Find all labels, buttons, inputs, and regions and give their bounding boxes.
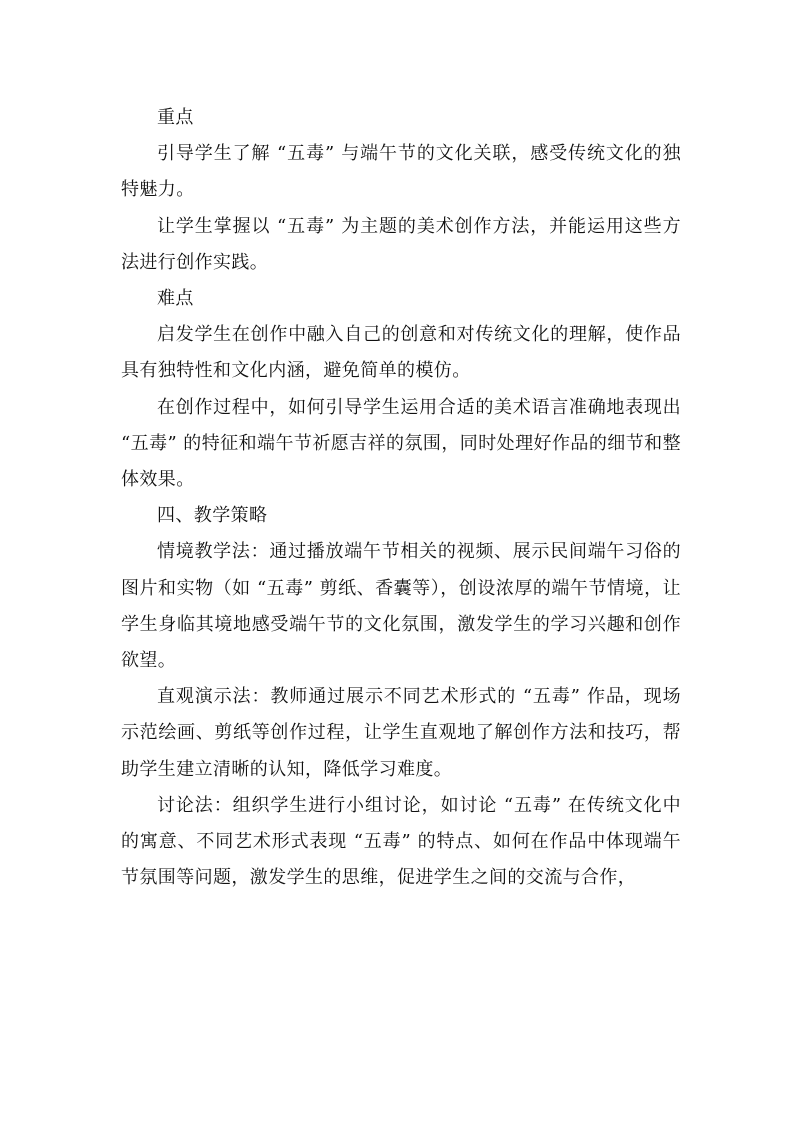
heading-key-points: 重点 xyxy=(157,107,194,128)
heading-teaching-strategy: 四、教学策略 xyxy=(157,505,268,527)
paragraph-difficulty-1: 启发学生在创作中融入自己的创意和对传统文化的理解，使作品具有独特性和文化内涵，避免简单的模仿。 xyxy=(121,324,681,382)
paragraph-discussion-method: 讨论法：组织学生进行小组讨论，如讨论 “五毒” 在传统文化中的寓意、不同艺术形式表现 “五毒” 的特点、如何在作品中体现端午节氛围等问题，激发学生的思维，促进学生之间的交流与合作， xyxy=(121,794,681,889)
document-body xyxy=(121,100,681,896)
paragraph-situational-teaching: 情境教学法：通过播放端午节相关的视频、展示民间端午习俗的图片和实物（如 “五毒” 剪纸、香囊等），创设浓厚的端午节情境，让学生身临其境地感受端午节的文化氛围，激发学生的学习兴趣和创作欲望。 xyxy=(121,541,681,672)
paragraph-difficulty-2: 在创作过程中，如何引导学生运用合适的美术语言准确地表现出 “五毒” 的特征和端午节祈愿吉祥的氛围，同时处理好作品的细节和整体效果。 xyxy=(121,396,681,491)
paragraph-demonstration-method: 直观演示法：教师通过展示不同艺术形式的 “五毒” 作品，现场示范绘画、剪纸等创作过程，让学生直观地了解创作方法和技巧，帮助学生建立清晰的认知，降低学习难度。 xyxy=(121,686,681,780)
heading-difficulties: 难点 xyxy=(157,288,194,310)
paragraph-key-point-2: 让学生掌握以 “五毒” 为主题的美术创作方法，并能运用这些方法进行创作实践。 xyxy=(121,215,681,273)
paragraph-key-point-1: 引导学生了解 “五毒” 与端午节的文化关联，感受传统文化的独特魅力。 xyxy=(121,143,681,201)
